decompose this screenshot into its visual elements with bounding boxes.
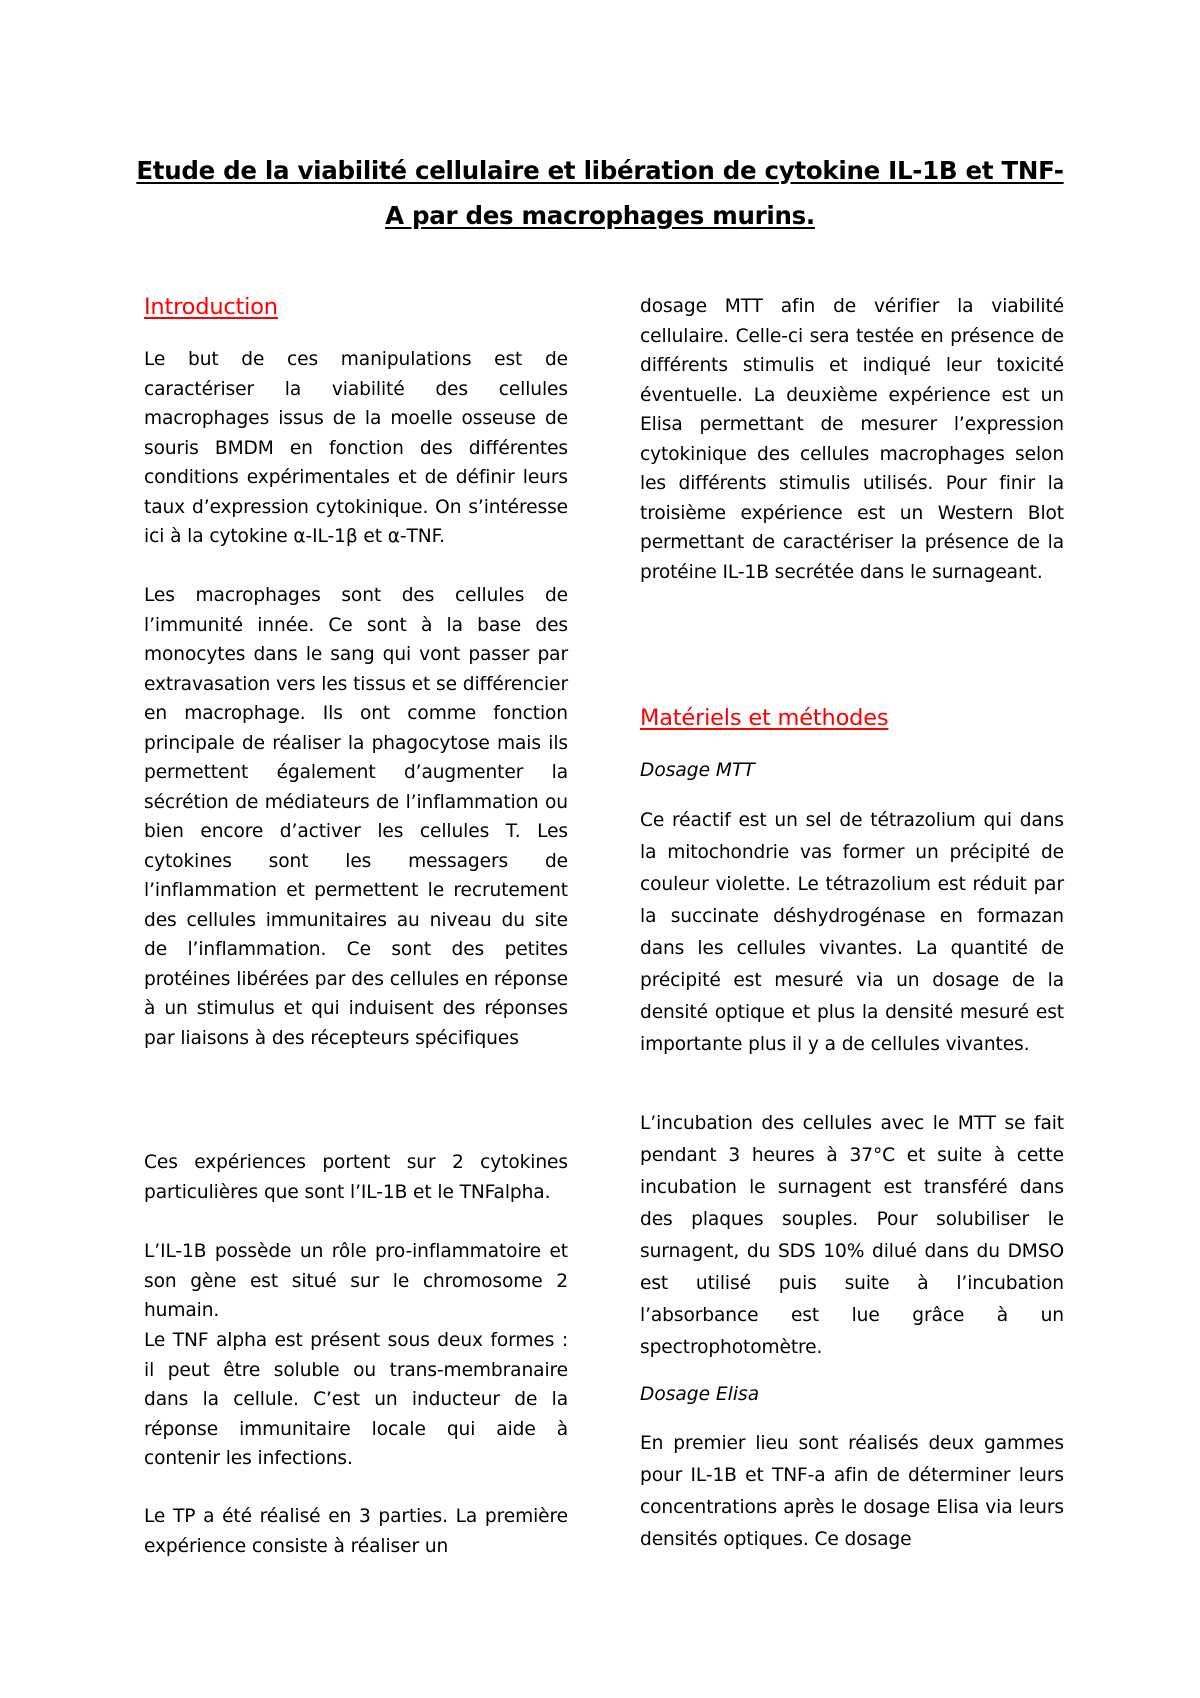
title-line-2: A par des macrophages murins. [385,201,815,230]
intro-paragraph-6: Le TP a été réalisé en 3 parties. La première expérience consiste à réaliser un [144,1506,568,1557]
intro-paragraph-7: dosage MTT afin de vérifier la viabilité cellulaire. Celle-ci sera testée en présence de différents stimulis et indiqué leur toxicité éventuelle. La deuxième expérience est un Elisa permettant de mesurer l’expression cytokinique des cellules macrophages selon les différents stimulis utilisés. Pour finir la troisième expérience est un Western Blot permettant de caractériser la présence de la protéine IL-1B secrétée dans le surnageant. [640,296,1064,583]
intro-paragraph-5: Le TNF alpha est présent sous deux formes : il peut être soluble ou trans-membranaire dans la cellule. C’est un inducteur de la réponse immunitaire locale qui aide à contenir les infections. [144,1330,568,1469]
elisa-paragraph-1: En premier lieu sont réalisés deux gammes pour IL-1B et TNF-a afin de déterminer leurs concentrations après le dosage Elisa via leurs densités optiques. Ce dosage [640,1433,1064,1550]
intro-paragraph-2: Les macrophages sont des cellules de l’immunité innée. Ce sont à la base des monocytes dans le sang qui vont passer par extravasation vers les tissus et se différencier en macrophage. Ils ont comme fonction principale de réaliser la phagocytose mais ils permettent également d’augmenter la sécrétion de médiateurs de l’inflammation ou bien encore d’activer les cellules T. Les cytokines sont les messagers de l’inflammation et permettent le recrutement des cellules immunitaires au niveau du site de l’inflammation. Ce sont des petites protéines libérées par des cellules en réponse à un stimulus et qui induisent des réponses par liaisons à des récepteurs spécifiques [144,585,568,1049]
intro-paragraph-4: L’IL-1B possède un rôle pro-inflammatoire et son gène est situé sur le chromosome 2 humain. [144,1241,568,1321]
title-line-1: Etude de la viabilité cellulaire et libération de cytokine IL-1B et TNF- [136,156,1064,185]
subsection-title-mtt: Dosage MTT [640,760,755,781]
section-heading-methods: Matériels et méthodes [640,705,889,731]
section-heading-introduction: Introduction [144,294,278,320]
page-title [130,148,1070,238]
intro-paragraph-3: Ces expériences portent sur 2 cytokines particulières que sont l’IL-1B et le TNFalpha. [144,1152,568,1203]
mtt-paragraph-2: L’incubation des cellules avec le MTT se fait pendant 3 heures à 37°C et suite à cette incubation le surnagent est transféré dans des plaques souples. Pour solubiliser le surnagent, du SDS 10% dilué dans du DMSO est utilisé puis suite à l’incubation l’absorbance est lue grâce à un spectrophotomètre. [640,1113,1064,1358]
intro-paragraph-1: Le but de ces manipulations est de caractériser la viabilité des cellules macrophages issus de la moelle osseuse de souris BMDM en fonction des différentes conditions expérimentales et de définir leurs taux d’expression cytokinique. On s’intéresse ici à la cytokine α-IL-1β et α-TNF. [144,349,568,547]
subsection-title-elisa: Dosage Elisa [640,1384,760,1405]
mtt-paragraph-1: Ce réactif est un sel de tétrazolium qui dans la mitochondrie vas former un précipité de couleur violette. Le tétrazolium est réduit par la succinate déshydrogénase en formazan dans les cellules vivantes. La quantité de précipité est mesuré via un dosage de la densité optique et plus la densité mesuré est importante plus il y a de cellules vivantes. [640,810,1064,1055]
